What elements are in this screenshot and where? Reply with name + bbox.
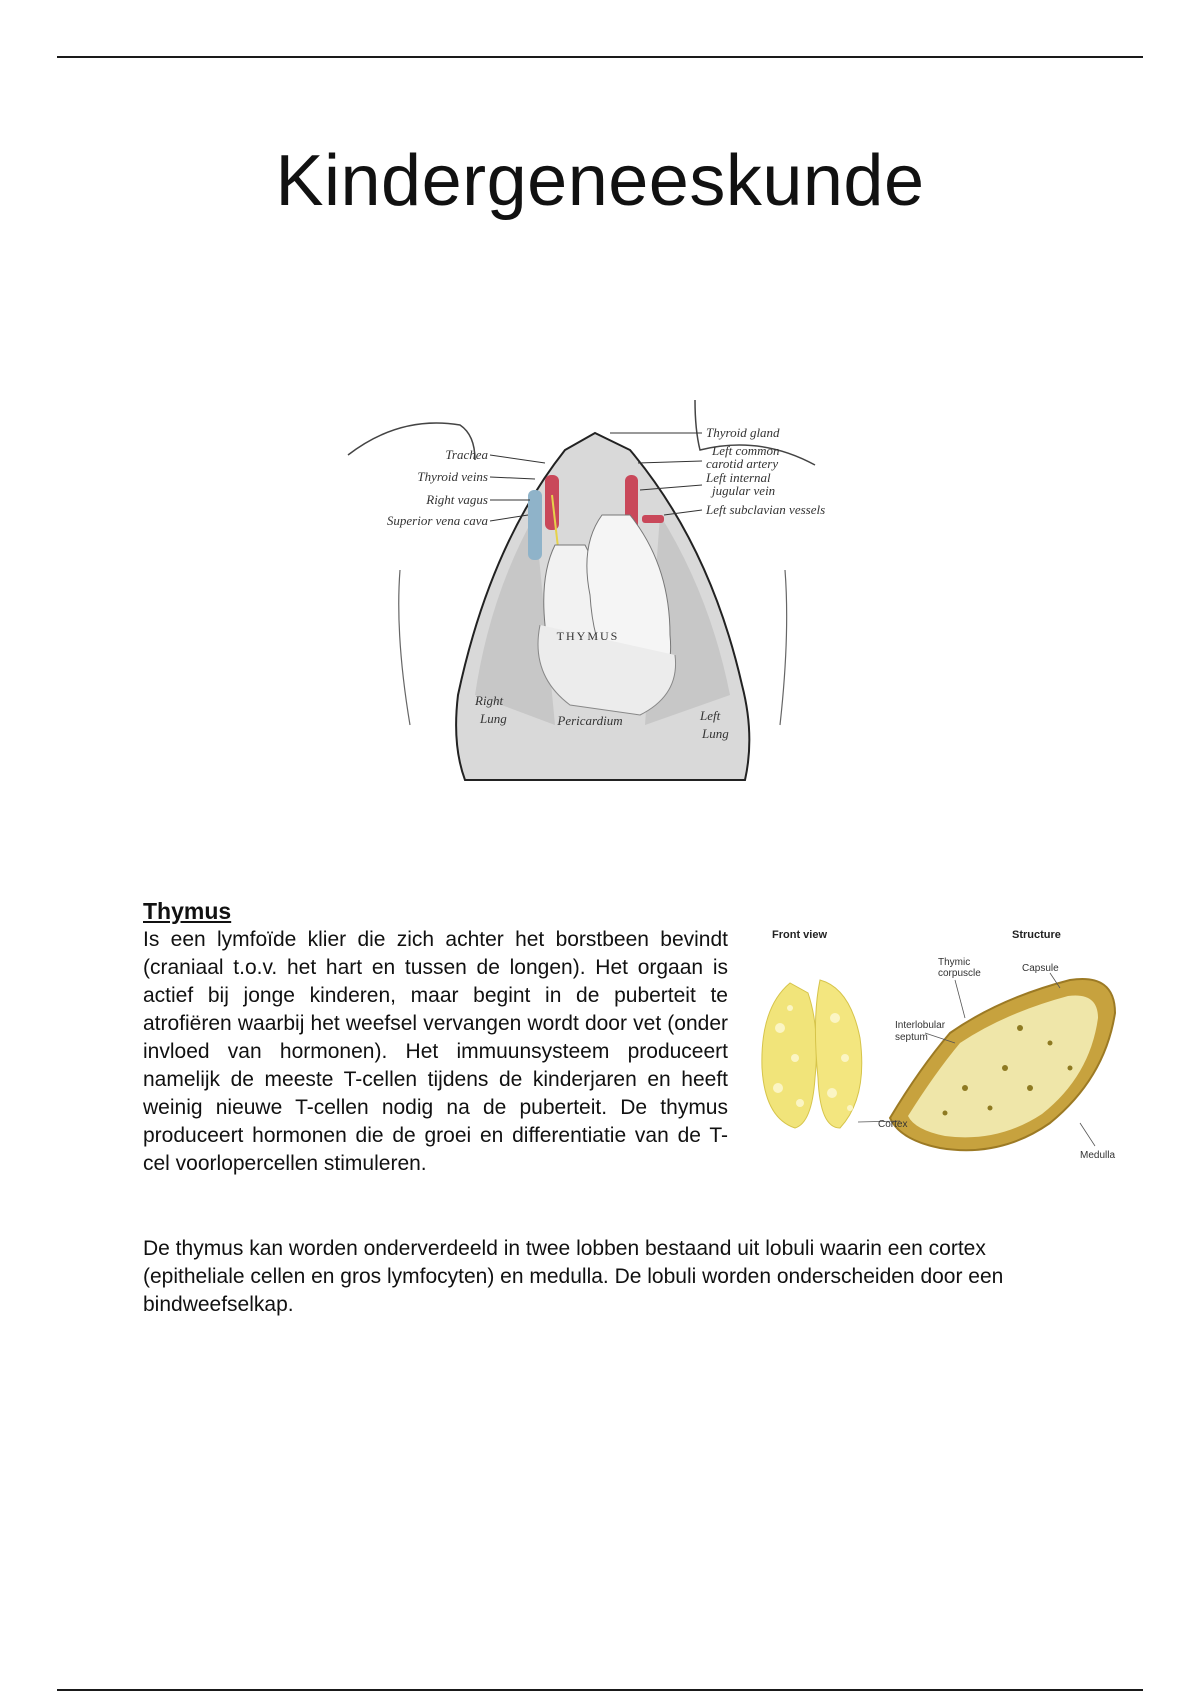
section-heading: Thymus bbox=[143, 898, 232, 924]
bottom-rule bbox=[57, 1689, 1143, 1691]
thymus-structure-figure bbox=[750, 918, 1130, 1176]
label-right-vagus: Right vagus bbox=[426, 492, 488, 507]
fig-label-capsule: Capsule bbox=[1022, 963, 1059, 974]
label-right-1: Right bbox=[475, 693, 504, 708]
label-thyroid-gland: Thyroid gland bbox=[706, 425, 780, 440]
fig-label-thymic-2: corpuscle bbox=[938, 968, 981, 979]
thymus-anatomy-illustration bbox=[340, 395, 870, 785]
top-rule bbox=[57, 56, 1143, 58]
label-left-internal-1: Left internal bbox=[706, 470, 771, 485]
label-superior-vena-cava: Superior vena cava bbox=[386, 513, 488, 528]
fig-label-medulla: Medulla bbox=[1080, 1150, 1116, 1161]
fig-label-cortex: Cortex bbox=[878, 1119, 908, 1130]
label-left-internal-2: jugular vein bbox=[712, 483, 776, 498]
label-trachea: Trachea bbox=[445, 447, 488, 462]
label-left-2: Lung bbox=[702, 726, 729, 741]
fig-label-interlobular-2: septum bbox=[895, 1032, 928, 1043]
label-left-subclavian: Left subclavian vessels bbox=[706, 502, 826, 517]
fig-front-view-heading: Front view bbox=[772, 929, 828, 941]
label-left-common-2: carotid artery bbox=[706, 456, 779, 471]
paragraph-thymus-structure: De thymus kan worden onderverdeeld in twee lobben bestaand uit lobuli waarin een cortex (epitheliale cellen en gros lymfocyten) en medulla. De lobuli worden onderscheiden door een bindweefselkap. bbox=[143, 1237, 1004, 1316]
paragraph-thymus-intro: Is een lymfoïde klier die zich achter het borstbeen bevindt (craniaal t.o.v. het hart en tussen de longen). Het orgaan is actief bij jonge kinderen, maar begint in de puberteit te atrofiëren waarbij het weefsel vervangen wordt door vet (onder invloed van hormonen). Het immuunsysteem produceert namelijk de meeste T-cellen tijdens de kinderjaren en heeft weinig nieuwe T-cellen nodig na de puberteit. De thymus produceert hormonen die de groei en differentiatie van de T-cel voorlopercellen stimuleren. bbox=[143, 928, 728, 1175]
fig-label-thymic-1: Thymic bbox=[938, 957, 971, 968]
label-thyroid-veins: Thyroid veins bbox=[417, 469, 488, 484]
fig-structure-heading: Structure bbox=[1012, 929, 1061, 941]
label-right-2: Lung bbox=[480, 711, 507, 726]
page-title: Kindergeneeskunde bbox=[275, 141, 925, 221]
label-left-common-1: Left common bbox=[712, 443, 780, 458]
label-pericardium: Pericardium bbox=[557, 713, 623, 728]
label-left-1: Left bbox=[700, 708, 721, 723]
fig-label-interlobular-1: Interlobular bbox=[895, 1020, 946, 1031]
label-thymus: THYMUS bbox=[556, 629, 620, 643]
